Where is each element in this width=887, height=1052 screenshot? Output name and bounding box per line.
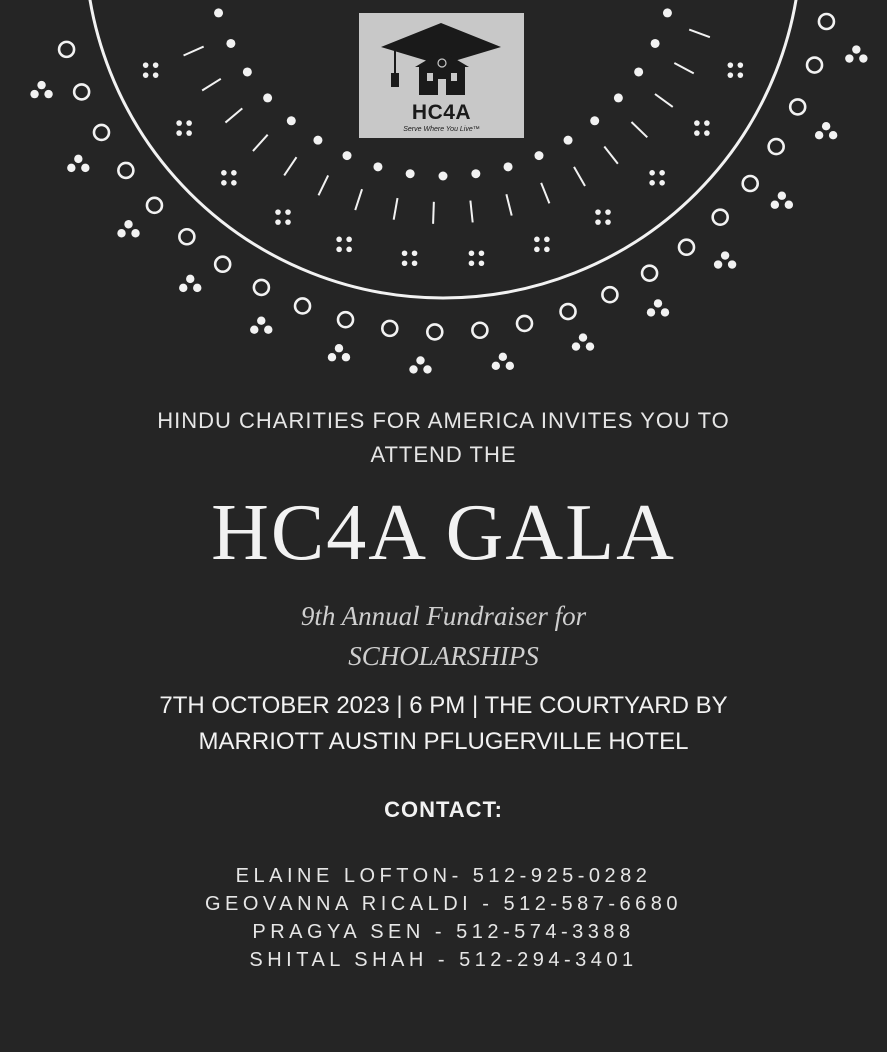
mandala-cluster-dot bbox=[659, 180, 665, 186]
mandala-cluster-dot bbox=[402, 250, 408, 256]
mandala-outer-dot bbox=[661, 308, 669, 316]
mandala-dash bbox=[394, 198, 398, 220]
mandala-dash bbox=[433, 202, 434, 224]
mandala-dot bbox=[471, 169, 480, 178]
mandala-cluster-dot bbox=[649, 180, 655, 186]
mandala-ring-circle bbox=[819, 14, 834, 29]
mandala-cluster-dot bbox=[402, 260, 408, 266]
mandala-cluster-dot bbox=[143, 62, 149, 68]
mandala-outer-dot bbox=[654, 299, 662, 307]
mandala-outer-dot bbox=[586, 342, 594, 350]
mandala-outer-dot bbox=[778, 192, 786, 200]
mandala-outer-dot bbox=[822, 122, 830, 130]
mandala-dash bbox=[253, 135, 268, 151]
mandala-ring-circle bbox=[602, 287, 617, 302]
mandala-outer-dot bbox=[815, 131, 823, 139]
mandala-outer-dot bbox=[771, 201, 779, 209]
mandala-cluster-dot bbox=[544, 237, 550, 243]
mandala-outer-dot bbox=[859, 54, 867, 62]
mandala-cluster-dot bbox=[231, 170, 237, 176]
mandala-outer-dot bbox=[785, 201, 793, 209]
mandala-outer-dot bbox=[37, 81, 45, 89]
mandala-ring-circle bbox=[807, 58, 822, 73]
mandala-dot bbox=[263, 93, 272, 102]
mandala-cluster-dot bbox=[605, 209, 611, 215]
mandala-cluster-dot bbox=[221, 180, 227, 186]
mandala-outer-dot bbox=[74, 155, 82, 163]
mandala-dash bbox=[202, 79, 221, 91]
invitation-line-2: ATTEND THE bbox=[370, 442, 517, 467]
contact-list bbox=[0, 862, 887, 974]
mandala-outer-dot bbox=[409, 365, 417, 373]
hc4a-logo bbox=[359, 13, 524, 138]
mandala-outer-dot bbox=[721, 251, 729, 259]
mandala-outer-dot bbox=[647, 308, 655, 316]
mandala-ring-circle bbox=[118, 163, 133, 178]
mandala-cluster-dot bbox=[479, 260, 485, 266]
mandala-dot bbox=[226, 39, 235, 48]
mandala-dot bbox=[504, 162, 513, 171]
mandala-ring-circle bbox=[561, 304, 576, 319]
mandala-dash bbox=[225, 108, 242, 122]
mandala-dot bbox=[214, 8, 223, 17]
mandala-dot bbox=[651, 39, 660, 48]
contact-item: GEOVANNA RICALDI - 512-587-6680 bbox=[204, 893, 683, 915]
event-title: HC4A GALA bbox=[211, 489, 676, 577]
mandala-dot bbox=[373, 162, 382, 171]
mandala-dash bbox=[284, 157, 296, 175]
mandala-ring-circle bbox=[215, 257, 230, 272]
mandala-cluster-dot bbox=[544, 247, 550, 253]
mandala-cluster-dot bbox=[694, 130, 700, 136]
mandala-cluster-dot bbox=[186, 120, 192, 126]
mandala-outer-dot bbox=[416, 356, 424, 364]
mandala-cluster-dot bbox=[346, 247, 352, 253]
mandala-ring-circle bbox=[790, 99, 805, 114]
mandala-ring-circle bbox=[679, 240, 694, 255]
mandala-dot bbox=[406, 169, 415, 178]
mandala-outer-dot bbox=[572, 342, 580, 350]
mandala-ring-circle bbox=[427, 324, 442, 339]
mandala-dot bbox=[564, 136, 573, 145]
mandala-outer-dot bbox=[264, 326, 272, 334]
mandala-outer-dot bbox=[423, 365, 431, 373]
mandala-cluster-dot bbox=[231, 180, 237, 186]
mandala-outer-dot bbox=[257, 317, 265, 325]
mandala-dash bbox=[355, 189, 362, 210]
contact-heading: CONTACT: bbox=[384, 797, 503, 822]
mandala-dash bbox=[574, 167, 585, 186]
mandala-dot bbox=[614, 93, 623, 102]
subtitle-line-1: 9th Annual Fundraiser for bbox=[300, 601, 587, 631]
mandala-dash bbox=[541, 183, 549, 203]
mandala-outer-dot bbox=[829, 131, 837, 139]
mandala-dash bbox=[674, 63, 693, 73]
mandala-ring-circle bbox=[59, 42, 74, 57]
mandala-cluster-dot bbox=[143, 72, 149, 78]
mandala-cluster-dot bbox=[153, 62, 159, 68]
mandala-ring-circle bbox=[472, 323, 487, 338]
mandala-cluster-dot bbox=[595, 219, 601, 225]
mandala-ring-circle bbox=[382, 321, 397, 336]
mandala-dot bbox=[439, 172, 448, 181]
mandala-dot bbox=[243, 67, 252, 76]
event-subtitle bbox=[0, 596, 887, 676]
mandala-dot bbox=[343, 151, 352, 160]
mandala-dot bbox=[634, 67, 643, 76]
mandala-cluster-dot bbox=[534, 237, 540, 243]
mandala-outer-dot bbox=[728, 260, 736, 268]
mandala-dash bbox=[655, 94, 673, 107]
mandala-outer-dot bbox=[250, 326, 258, 334]
details-line-2: MARRIOTT AUSTIN PFLUGERVILLE HOTEL bbox=[198, 728, 689, 755]
mandala-outer-dot bbox=[131, 229, 139, 237]
mandala-dash bbox=[470, 201, 472, 223]
mandala-cluster-dot bbox=[186, 130, 192, 136]
mandala-dash bbox=[631, 122, 647, 137]
mandala-dash bbox=[689, 30, 710, 38]
mandala-ring-circle bbox=[179, 229, 194, 244]
contact-item: PRAGYA SEN - 512-574-3388 bbox=[252, 921, 635, 943]
mandala-ring-circle bbox=[769, 139, 784, 154]
mandala-cluster-dot bbox=[285, 219, 291, 225]
mandala-cluster-dot bbox=[534, 247, 540, 253]
mandala-ring-circle bbox=[295, 298, 310, 313]
mandala-cluster-dot bbox=[412, 260, 418, 266]
mandala-cluster-dot bbox=[412, 250, 418, 256]
mandala-outer-dot bbox=[44, 90, 52, 98]
mandala-outer-dot bbox=[342, 353, 350, 361]
mandala-cluster-dot bbox=[479, 250, 485, 256]
invitation-line-1: HINDU CHARITIES FOR AMERICA INVITES YOU TO bbox=[157, 408, 730, 433]
mandala-cluster-dot bbox=[728, 62, 734, 68]
mandala-cluster-dot bbox=[738, 62, 744, 68]
mandala-cluster-dot bbox=[285, 209, 291, 215]
mandala-dash bbox=[184, 47, 204, 56]
mandala-outer-dot bbox=[81, 164, 89, 172]
invitation-text bbox=[0, 404, 887, 472]
mandala-outer-dot bbox=[186, 275, 194, 283]
mandala-dot bbox=[287, 116, 296, 125]
mandala-cluster-dot bbox=[469, 250, 475, 256]
mandala-outer-dot bbox=[506, 362, 514, 370]
mandala-outer-dot bbox=[193, 284, 201, 292]
mandala-dot bbox=[663, 8, 672, 17]
mandala-dash bbox=[604, 146, 618, 163]
mandala-cluster-dot bbox=[176, 130, 182, 136]
mandala-outer-dot bbox=[499, 353, 507, 361]
mandala-ring-circle bbox=[642, 266, 657, 281]
mandala-cluster-dot bbox=[704, 120, 710, 126]
mandala-outer-dot bbox=[845, 54, 853, 62]
mandala-ring-circle bbox=[743, 176, 758, 191]
mandala-dash bbox=[506, 194, 511, 215]
mandala-cluster-dot bbox=[336, 237, 342, 243]
mandala-dot bbox=[313, 136, 322, 145]
mandala-outer-dot bbox=[67, 164, 75, 172]
mandala-cluster-dot bbox=[275, 219, 281, 225]
mandala-cluster-dot bbox=[649, 170, 655, 176]
mandala-outer-dot bbox=[492, 362, 500, 370]
logo-name: HC4A bbox=[411, 101, 472, 124]
mandala-cluster-dot bbox=[728, 72, 734, 78]
mandala-cluster-dot bbox=[221, 170, 227, 176]
mandala-ring-circle bbox=[147, 198, 162, 213]
mandala-ring-circle bbox=[517, 316, 532, 331]
mandala-outer-dot bbox=[852, 45, 860, 53]
mandala-cluster-dot bbox=[659, 170, 665, 176]
mandala-dot bbox=[590, 116, 599, 125]
mandala-ring-circle bbox=[713, 210, 728, 225]
mandala-cluster-dot bbox=[153, 72, 159, 78]
logo-tagline: Serve Where You Live™ bbox=[403, 126, 480, 133]
mandala-cluster-dot bbox=[176, 120, 182, 126]
mandala-outer-dot bbox=[335, 344, 343, 352]
mandala-cluster-dot bbox=[595, 209, 601, 215]
mandala-outer-dot bbox=[179, 284, 187, 292]
mandala-cluster-dot bbox=[469, 260, 475, 266]
event-details bbox=[0, 688, 887, 760]
mandala-outer-dot bbox=[124, 220, 132, 228]
mandala-cluster-dot bbox=[346, 237, 352, 243]
mandala-cluster-dot bbox=[704, 130, 710, 136]
mandala-cluster-dot bbox=[694, 120, 700, 126]
mandala-outer-dot bbox=[30, 90, 38, 98]
contact-item: ELAINE LOFTON- 512-925-0282 bbox=[235, 865, 652, 887]
mandala-ring-circle bbox=[94, 125, 109, 140]
mandala-dash bbox=[319, 175, 329, 195]
mandala-outer-dot bbox=[328, 353, 336, 361]
mandala-cluster-dot bbox=[738, 72, 744, 78]
mandala-outer-dot bbox=[117, 229, 125, 237]
mandala-outer-dot bbox=[714, 260, 722, 268]
mandala-ring-circle bbox=[254, 280, 269, 295]
mandala-outer-dot bbox=[579, 333, 587, 341]
mandala-cluster-dot bbox=[605, 219, 611, 225]
subtitle-line-2: SCHOLARSHIPS bbox=[348, 641, 539, 671]
details-line-1: 7TH OCTOBER 2023 | 6 PM | THE COURTYARD BY bbox=[159, 692, 728, 719]
mandala-dot bbox=[534, 151, 543, 160]
mandala-ring-circle bbox=[74, 84, 89, 99]
mandala-cluster-dot bbox=[336, 247, 342, 253]
contact-item: SHITAL SHAH - 512-294-3401 bbox=[249, 949, 638, 971]
mandala-cluster-dot bbox=[275, 209, 281, 215]
mandala-ring-circle bbox=[338, 312, 353, 327]
